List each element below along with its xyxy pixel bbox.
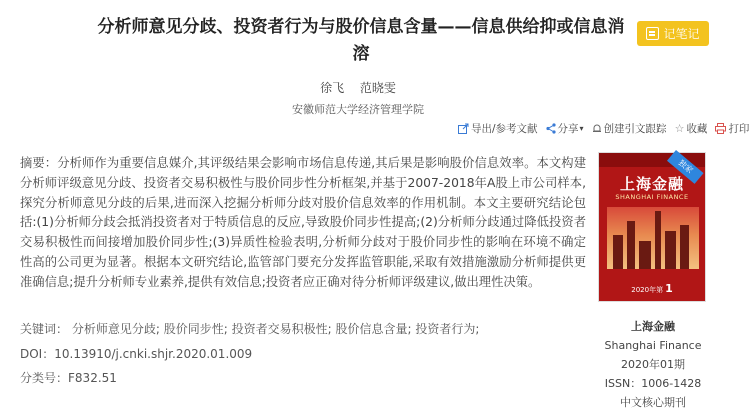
share-button[interactable] [546,121,584,136]
keyword-link[interactable]: 股价信息含量; [335,322,412,336]
doi-label: DOI： [20,347,55,361]
bell-icon [592,123,602,134]
journal-info [598,317,708,412]
journal-name-en: Shanghai Finance [604,339,702,352]
cover-title-cn: 上海金融 [619,175,684,193]
cite-tracking-label: 创建引文跟踪 [603,123,667,135]
author-link[interactable]: 徐飞 [320,81,345,95]
journal-issn: ISSN：1006-1428 [604,377,702,390]
classification-row [20,369,117,386]
doi-row [20,345,252,362]
doi-value[interactable]: 10.13910/j.cnki.shjr.2020.01.009 [54,347,253,361]
take-note-button[interactable] [637,21,709,46]
keywords-label: 关键词： [20,322,69,336]
note-icon [646,27,659,40]
favorite-label: 收藏 [686,123,708,135]
cover-footer [599,282,705,295]
journal-issue[interactable]: 2020年01期 [621,358,685,371]
journal-core-tag: 中文核心期刊 [620,396,686,409]
cover-title-en: SHANGHAI FINANCE [615,193,689,201]
abstract [20,154,586,293]
print-button[interactable] [715,121,749,136]
keyword-link[interactable]: 股价同步性; [163,322,228,336]
printer-icon [715,123,726,134]
journal-name[interactable]: 上海金融 [631,320,675,333]
article-title: 分析师意见分歧、投资者行为与股价信息含量——信息供给抑或信息消溶 [97,17,625,64]
author-list [0,79,716,96]
cover-image [607,207,699,269]
abstract-label: 摘要： [20,156,58,170]
export-label: 导出/参考文献 [471,123,538,135]
keywords-row [20,320,479,337]
keyword-link[interactable]: 分析师意见分歧; [71,322,160,336]
cite-tracking-button[interactable] [592,121,667,136]
star-icon: ☆ [674,122,685,135]
exclusive-badge: 独家 [667,150,704,184]
keyword-link[interactable]: 投资者行为; [415,322,480,336]
classification-value: F832.51 [68,371,117,385]
article-toolbar [458,121,749,136]
export-icon [458,123,469,134]
export-button[interactable] [458,121,538,136]
cover-footer-year: 2020年第 [631,286,664,294]
classification-label: 分类号： [20,371,69,385]
keyword-link[interactable]: 投资者交易积极性; [231,322,332,336]
favorite-button[interactable] [675,121,708,136]
take-note-label: 记笔记 [663,27,700,41]
author-link[interactable]: 范晓雯 [359,81,396,95]
share-label: 分享 [557,123,579,135]
chevron-down-icon: ▾ [579,124,584,133]
affiliation-link[interactable]: 安徽师范大学经济管理学院 [292,103,424,116]
share-icon [546,123,556,134]
cover-footer-issue: 1 [665,282,673,295]
abstract-text: 分析师作为重要信息媒介,其评级结果会影响市场信息传递,其后果是影响股价信息效率。本文构建分析师评级意见分歧、投资者交易积极性与股价同步性分析框架,并基于2007-2018年A股上市公司样本,探究分析师意见分歧的后果,进而深入挖掘分析师分歧对股价信息效率的作用机制。本文主要研究结论包括:(1)分析师分歧会抵消投资者对于特质信息的反应,导致股价同步性提高;(2)分析师分歧通过降低投资者交易积极性而间接增加股价同步性;(3)异质性检验表明,分析师分歧对于股价同步性的影响在环境不确定性高的公司更为显著。根据本文研究结论,监管部门要充分发挥监管职能,采取有效措施激励分析师提供更准确信息;提升分析师专业素养,提供有效信息;投资者应正确对待分析师评级建议,做出理性决策。 [20,156,586,289]
print-label: 打印 [728,123,749,135]
